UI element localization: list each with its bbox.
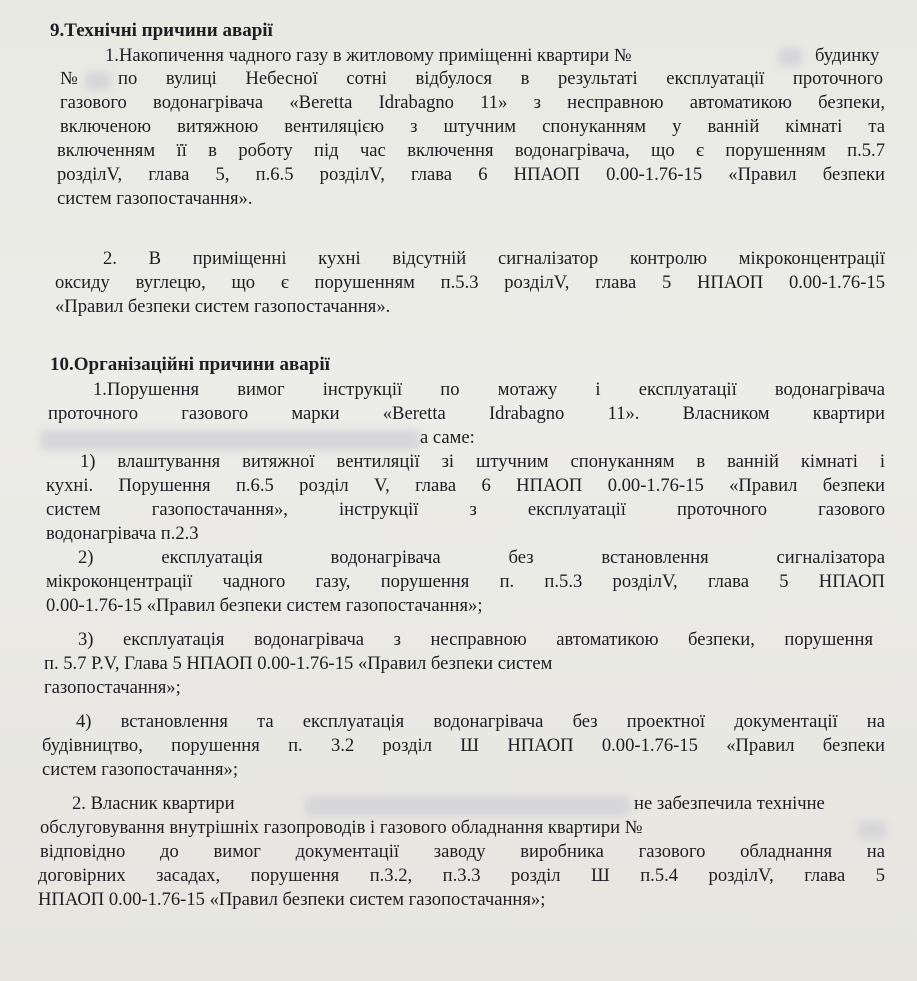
s10-item1-line-1: 1) влаштування витяжної вентиляції зі штучним спонуканням в ванній кімнаті і xyxy=(80,451,885,472)
s10-p2-line-5: НПАОП 0.00-1.76-15 «Правил безпеки систем газопостачання»; xyxy=(38,889,546,910)
s9-p2-line-2: оксиду вуглецю, що є порушенням п.5.3 розділV, глава 5 НПАОП 0.00-1.76-15 xyxy=(55,272,885,293)
s10-p2-line-4: договірних засадах, порушення п.3.2, п.3.3 розділ Ш п.5.4 розділV, глава 5 xyxy=(38,865,885,886)
s9-p1-line-3: газового водонагрівача «Beretta Idrabagno 11» з несправною автоматикою безпеки, xyxy=(60,92,885,113)
s9-p1-line-7: систем газопостачання». xyxy=(57,188,253,209)
s9-p2-line-1: 2. В приміщенні кухні відсутній сигналізатор контролю мікроконцентрації xyxy=(103,248,885,269)
s10-item4-line-3: систем газопостачання»; xyxy=(42,759,239,780)
s9-p1-line-4: включеною витяжною вентиляцією з штучним спонуканням у ванній кімнаті та xyxy=(60,116,885,137)
s10-item2-line-1: 2) експлуатація водонагрівача без встановлення сигналізатора xyxy=(78,547,885,568)
s9-p1-line-6: розділV, глава 5, п.6.5 розділV, глава 6 НПАОП 0.00-1.76-15 «Правил безпеки xyxy=(57,164,885,185)
section-10-heading: 10.Організаційні причини аварії xyxy=(50,354,330,375)
redacted-apartment-number-2 xyxy=(858,821,886,839)
s10-p2-line-1b: не забезпечила технічне xyxy=(634,793,825,814)
redacted-building-number xyxy=(85,72,111,90)
s9-p2-line-3: «Правил безпеки систем газопостачання». xyxy=(55,296,391,317)
s10-item1-line-2: кухні. Порушення п.6.5 розділ V, глава 6 НПАОП 0.00-1.76-15 «Правил безпеки xyxy=(46,475,885,496)
s10-item3-line-2: п. 5.7 Р.V, Глава 5 НПАОП 0.00-1.76-15 «Правил безпеки систем xyxy=(44,653,553,674)
s10-item2-line-3: 0.00-1.76-15 «Правил безпеки систем газопостачання»; xyxy=(46,595,483,616)
s10-item1-line-3: систем газопостачання», інструкції з експлуатації проточного газового xyxy=(46,499,885,520)
s10-p1-line-2: проточного газового марки «Beretta Idrabagno 11». Власником квартири xyxy=(48,403,885,424)
redacted-apartment-number xyxy=(778,48,802,66)
s9-p1-line-2a: № xyxy=(60,68,78,89)
s10-p1-line-3: а саме: xyxy=(420,427,475,448)
s10-item4-line-1: 4) встановлення та експлуатація водонагрівача без проектної документації на xyxy=(76,711,885,732)
s10-item1-line-4: водонагрівача п.2.3 xyxy=(46,523,199,544)
s10-item4-line-2: будівництво, порушення п. 3.2 розділ Ш НПАОП 0.00-1.76-15 «Правил безпеки xyxy=(42,735,885,756)
s10-item3-line-3: газопостачання»; xyxy=(44,677,181,698)
s9-p1-line-1b: будинку xyxy=(815,45,880,66)
s10-p1-line-1: 1.Порушення вимог інструкції по мотажу і експлуатації водонагрівача xyxy=(93,379,885,400)
redacted-owner-name xyxy=(40,430,420,450)
s9-p1-line-2b: по вулиці Небесної сотні відбулося в результаті експлуатації проточного xyxy=(118,68,883,89)
s9-p1-line-5: включенням її в роботу під час включення водонагрівача, що є порушенням п.5.7 xyxy=(57,140,885,161)
redacted-owner-name-2 xyxy=(305,796,630,816)
s10-item2-line-2: мікроконцентрації чадного газу, порушення п. п.5.3 розділV, глава 5 НПАОП xyxy=(46,571,885,592)
s10-p2-line-3: відповідно до вимог документації заводу виробника газового обладнання на xyxy=(40,841,885,862)
s10-p2-line-1a: 2. Власник квартири xyxy=(72,793,235,814)
s10-item3-line-1: 3) експлуатація водонагрівача з несправною автоматикою безпеки, порушення xyxy=(78,629,873,650)
section-9-heading: 9.Технічні причини аварії xyxy=(50,20,273,41)
s10-p2-line-2: обслуговування внутрішніх газопроводів і газового обладнання квартири № xyxy=(40,817,643,838)
s9-p1-line-1a: 1.Накопичення чадного газу в житловому приміщенні квартири № xyxy=(105,45,632,66)
